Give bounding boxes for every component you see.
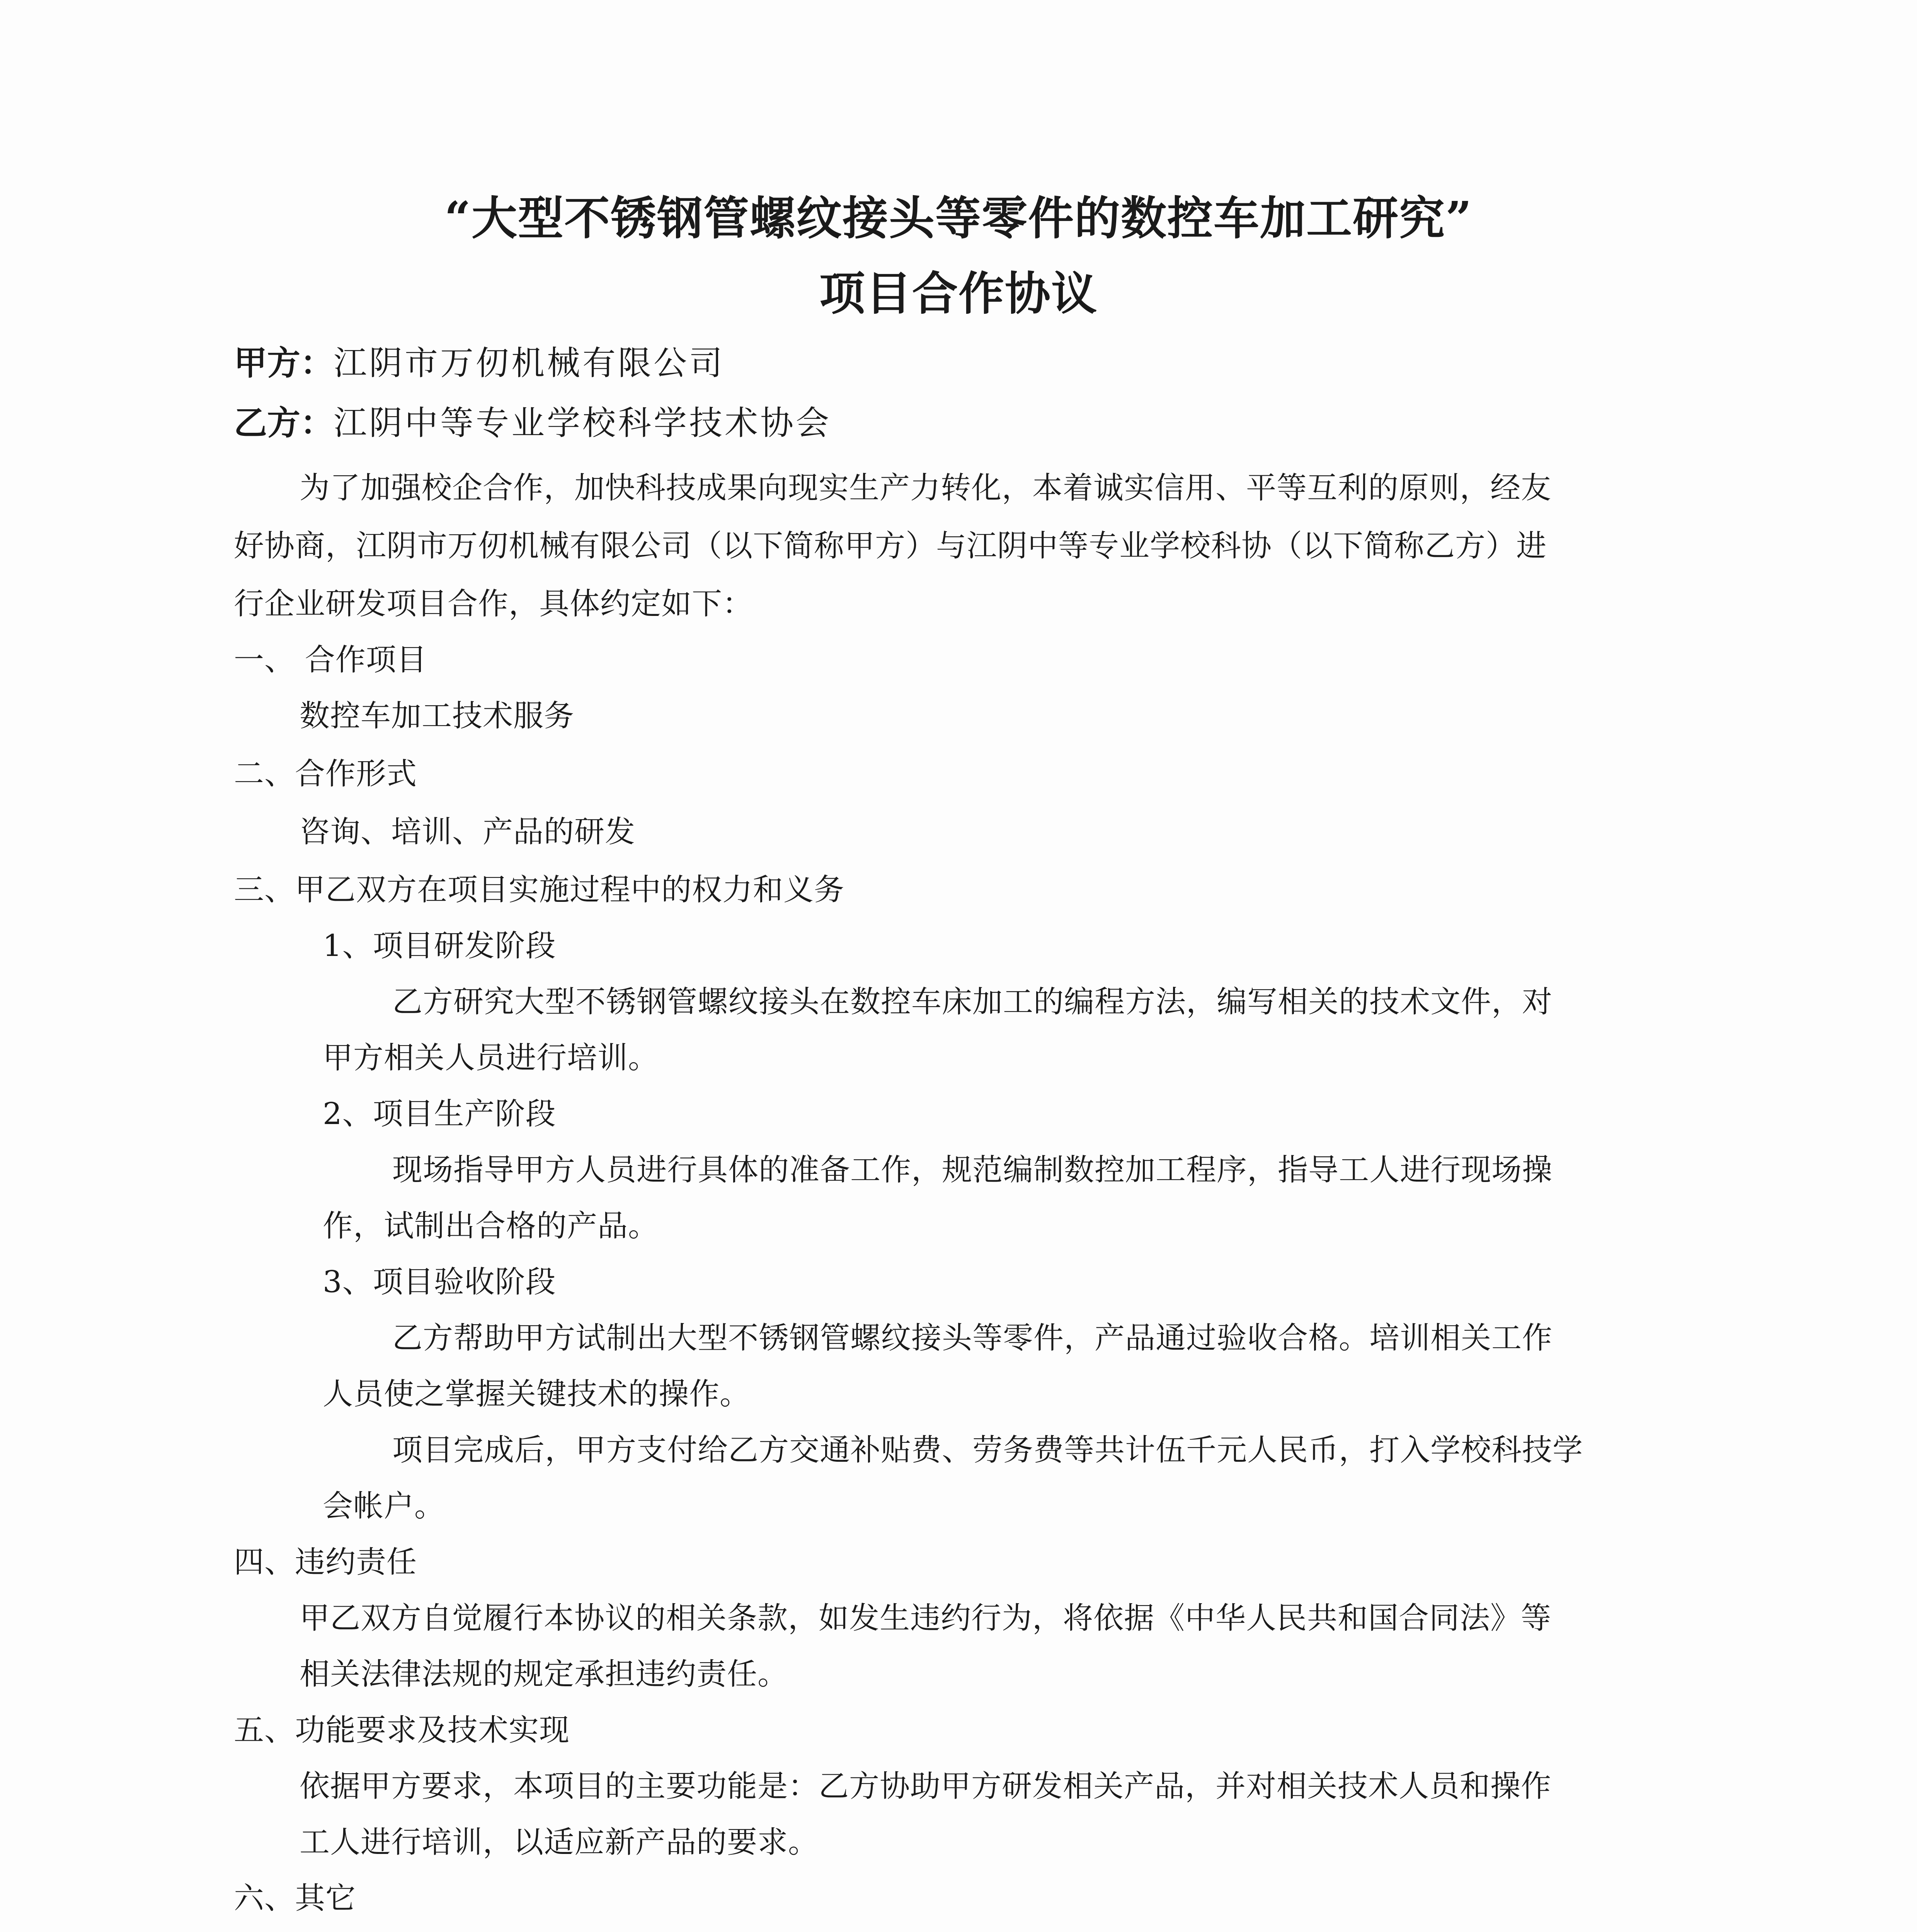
intro-line: 为了加强校企合作，加快科技成果向现实生产力转化，本着诚实信用、平等互利的原则，经友 <box>300 471 1552 505</box>
section-text: 甲乙双方自觉履行本协议的相关条款，如发生违约行为，将依据《中华人民共和国合同法》等 <box>300 1601 1552 1636</box>
party-a <box>234 336 725 384</box>
section-text: 工人进行培训，以适应新产品的要求。 <box>300 1825 819 1860</box>
section-heading: 二、合作形式 <box>234 757 417 791</box>
party-a-name: 江阴市万仞机械有限公司 <box>334 344 725 383</box>
document-subtitle: 项目合作协议 <box>819 267 1098 320</box>
section-text: 数控车加工技术服务 <box>300 699 575 733</box>
section-text: 依据甲方要求，本项目的主要功能是：乙方协助甲方研发相关产品，并对相关技术人员和操作 <box>300 1769 1552 1804</box>
subsection-text: 乙方研究大型不锈钢管螺纹接头在数控车床加工的编程方法，编写相关的技术文件，对 <box>392 985 1553 1019</box>
subsection-heading: 3、项目验收阶段 <box>323 1265 556 1299</box>
intro-line: 好协商，江阴市万仞机械有限公司（以下简称甲方）与江阴中等专业学校科协（以下简称乙方）进 <box>234 529 1547 563</box>
section-heading: 六、其它 <box>234 1881 356 1916</box>
section-heading: 五、功能要求及技术实现 <box>234 1713 570 1748</box>
subsection-heading: 2、项目生产阶段 <box>323 1097 556 1131</box>
section-text <box>300 1930 1124 1932</box>
party-b <box>234 396 831 444</box>
party-a-label: 甲方： <box>234 344 334 383</box>
subsection-heading: 1、项目研发阶段 <box>323 929 556 963</box>
payment-text: 项目完成后，甲方支付给乙方交通补贴费、劳务费等共计伍千元人民币，打入学校科技学 <box>392 1433 1583 1468</box>
subsection-text: 现场指导甲方人员进行具体的准备工作，规范编制数控加工程序，指导工人进行现场操 <box>392 1153 1553 1187</box>
payment-text: 会帐户。 <box>323 1489 445 1524</box>
subsection-text: 作，试制出合格的产品。 <box>323 1209 659 1243</box>
party-b-label: 乙方： <box>234 403 334 442</box>
section-text: 咨询、培训、产品的研发 <box>300 815 636 849</box>
section-heading: 四、违约责任 <box>234 1545 417 1580</box>
document-title: “大型不锈钢管螺纹接头等零件的数控车加工研究” <box>444 191 1473 245</box>
section-heading: 一、 合作项目 <box>234 643 427 677</box>
subsection-text: 甲方相关人员进行培训。 <box>323 1041 659 1075</box>
section-text: 相关法律法规的规定承担违约责任。 <box>300 1657 788 1692</box>
subsection-text: 人员使之掌握关键技术的操作。 <box>323 1377 751 1412</box>
party-b-name: 江阴中等专业学校科学技术协会 <box>334 404 831 442</box>
intro-line: 行企业研发项目合作，具体约定如下： <box>234 587 753 621</box>
subsection-text: 乙方帮助甲方试制出大型不锈钢管螺纹接头等零件，产品通过验收合格。培训相关工作 <box>392 1321 1553 1355</box>
section-heading: 三、甲乙双方在项目实施过程中的权力和义务 <box>234 872 845 907</box>
